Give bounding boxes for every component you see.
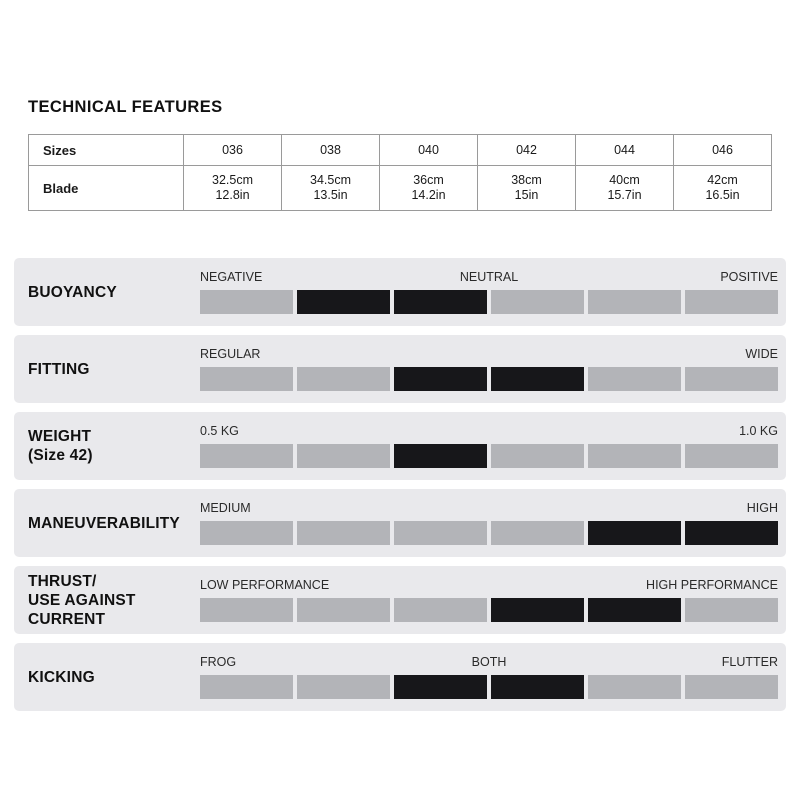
table-cell-blade-036 [184,166,282,211]
segment-6-empty [685,598,778,622]
sizes-spec-table [28,134,772,211]
segment-1-empty [200,521,293,545]
scale-label-mid: NEUTRAL [459,270,519,284]
rating-label-line2: USE AGAINST CURRENT [28,591,136,628]
segment-2-empty [297,675,390,699]
segment-2-empty [297,367,390,391]
table-cell-blade-046 [674,166,772,211]
scale-label-right: FLUTTER [721,655,778,669]
blade-cm-046: 42cm [707,173,738,187]
rating-row-fitting [14,335,786,403]
scale-label-left: NEGATIVE [200,270,263,284]
rating-label-buoyancy [14,283,200,302]
table-header-size-038: 038 [282,135,380,166]
segment-5-empty [588,367,681,391]
segment-4-filled [491,367,584,391]
scale-labels [200,578,778,594]
rating-label-line1: FITTING [28,360,90,378]
rating-label-weight-size-42 [14,427,200,465]
scale-label-left: FROG [200,655,237,669]
segment-4-filled [491,675,584,699]
table-row-label-blade: Blade [29,166,184,211]
segment-3-filled [394,290,487,314]
rating-row-thrust-use-against-current [14,566,786,634]
scale-labels [200,270,778,286]
segment-1-empty [200,290,293,314]
scale-label-mid: BOTH [471,655,507,669]
rating-label-maneuverability [14,514,200,533]
rating-label-line1: MANEUVERABILITY [28,514,180,532]
scale-label-left: REGULAR [200,347,261,361]
blade-cm-038: 34.5cm [310,173,351,187]
segment-6-filled [685,521,778,545]
rating-row-kicking [14,643,786,711]
segment-6-empty [685,290,778,314]
blade-in-038: 13.5in [313,188,348,202]
blade-cm-040: 36cm [413,173,444,187]
blade-in-036: 12.8in [215,188,250,202]
rating-scale-maneuverability [200,501,786,545]
scale-label-right: 1.0 KG [739,424,778,438]
scale-label-left: LOW PERFORMANCE [200,578,330,592]
page-title: TECHNICAL FEATURES [28,98,223,116]
rating-label-line1: BUOYANCY [28,283,117,301]
segment-6-empty [685,444,778,468]
table-cell-blade-038 [282,166,380,211]
rating-label-line2: (Size 42) [28,447,93,464]
segment-track [200,521,778,545]
rating-label-fitting [14,360,200,379]
rating-label-line1: WEIGHT [28,428,92,445]
rating-label-thrust-use-against-current [14,572,200,629]
segment-2-filled [297,290,390,314]
blade-in-040: 14.2in [411,188,446,202]
blade-in-046: 16.5in [705,188,740,202]
scale-label-left: 0.5 KG [200,424,239,438]
segment-5-empty [588,290,681,314]
rating-scale-fitting [200,347,786,391]
scale-labels [200,501,778,517]
scale-labels [200,347,778,363]
blade-cm-036: 32.5cm [212,173,253,187]
segment-4-empty [491,290,584,314]
rating-row-buoyancy [14,258,786,326]
segment-3-filled [394,444,487,468]
blade-in-042: 15in [514,188,539,202]
scale-label-right: HIGH [746,501,778,515]
segment-track [200,290,778,314]
segment-2-empty [297,444,390,468]
rating-label-line1: THRUST/ [28,572,97,590]
segment-5-filled [588,521,681,545]
segment-track [200,675,778,699]
table-header-size-036: 036 [184,135,282,166]
table-row [29,166,772,211]
rating-row-maneuverability [14,489,786,557]
segment-6-empty [685,675,778,699]
scale-label-right: WIDE [745,347,778,361]
table-header-size-046: 046 [674,135,772,166]
blade-in-044: 15.7in [607,188,642,202]
rating-row-weight-size-42 [14,412,786,480]
table-cell-blade-044 [576,166,674,211]
rating-scale-kicking [200,655,786,699]
segment-4-filled [491,598,584,622]
scale-labels [200,655,778,671]
scale-label-right: POSITIVE [720,270,778,284]
rating-label-line1: KICKING [28,668,95,686]
segment-5-empty [588,444,681,468]
rating-scales [14,258,786,720]
segment-2-empty [297,521,390,545]
segment-5-empty [588,675,681,699]
rating-scale-thrust-use-against-current [200,578,786,622]
table-header-size-044: 044 [576,135,674,166]
segment-1-empty [200,444,293,468]
segment-track [200,598,778,622]
scale-labels [200,424,778,440]
table-header-size-040: 040 [380,135,478,166]
table-header-row [29,135,772,166]
segment-1-empty [200,598,293,622]
segment-1-empty [200,675,293,699]
table-header-sizes: Sizes [29,135,184,166]
scale-label-left: MEDIUM [200,501,251,515]
blade-cm-044: 40cm [609,173,640,187]
segment-5-filled [588,598,681,622]
segment-3-filled [394,675,487,699]
segment-track [200,444,778,468]
segment-4-empty [491,521,584,545]
rating-scale-weight-size-42 [200,424,786,468]
scale-label-right: HIGH PERFORMANCE [646,578,778,592]
segment-track [200,367,778,391]
table-header-size-042: 042 [478,135,576,166]
segment-3-filled [394,367,487,391]
segment-2-empty [297,598,390,622]
segment-3-empty [394,521,487,545]
segment-1-empty [200,367,293,391]
segment-6-empty [685,367,778,391]
rating-label-kicking [14,668,200,687]
rating-scale-buoyancy [200,270,786,314]
segment-4-empty [491,444,584,468]
segment-3-empty [394,598,487,622]
blade-cm-042: 38cm [511,173,542,187]
table-cell-blade-042 [478,166,576,211]
table-cell-blade-040 [380,166,478,211]
